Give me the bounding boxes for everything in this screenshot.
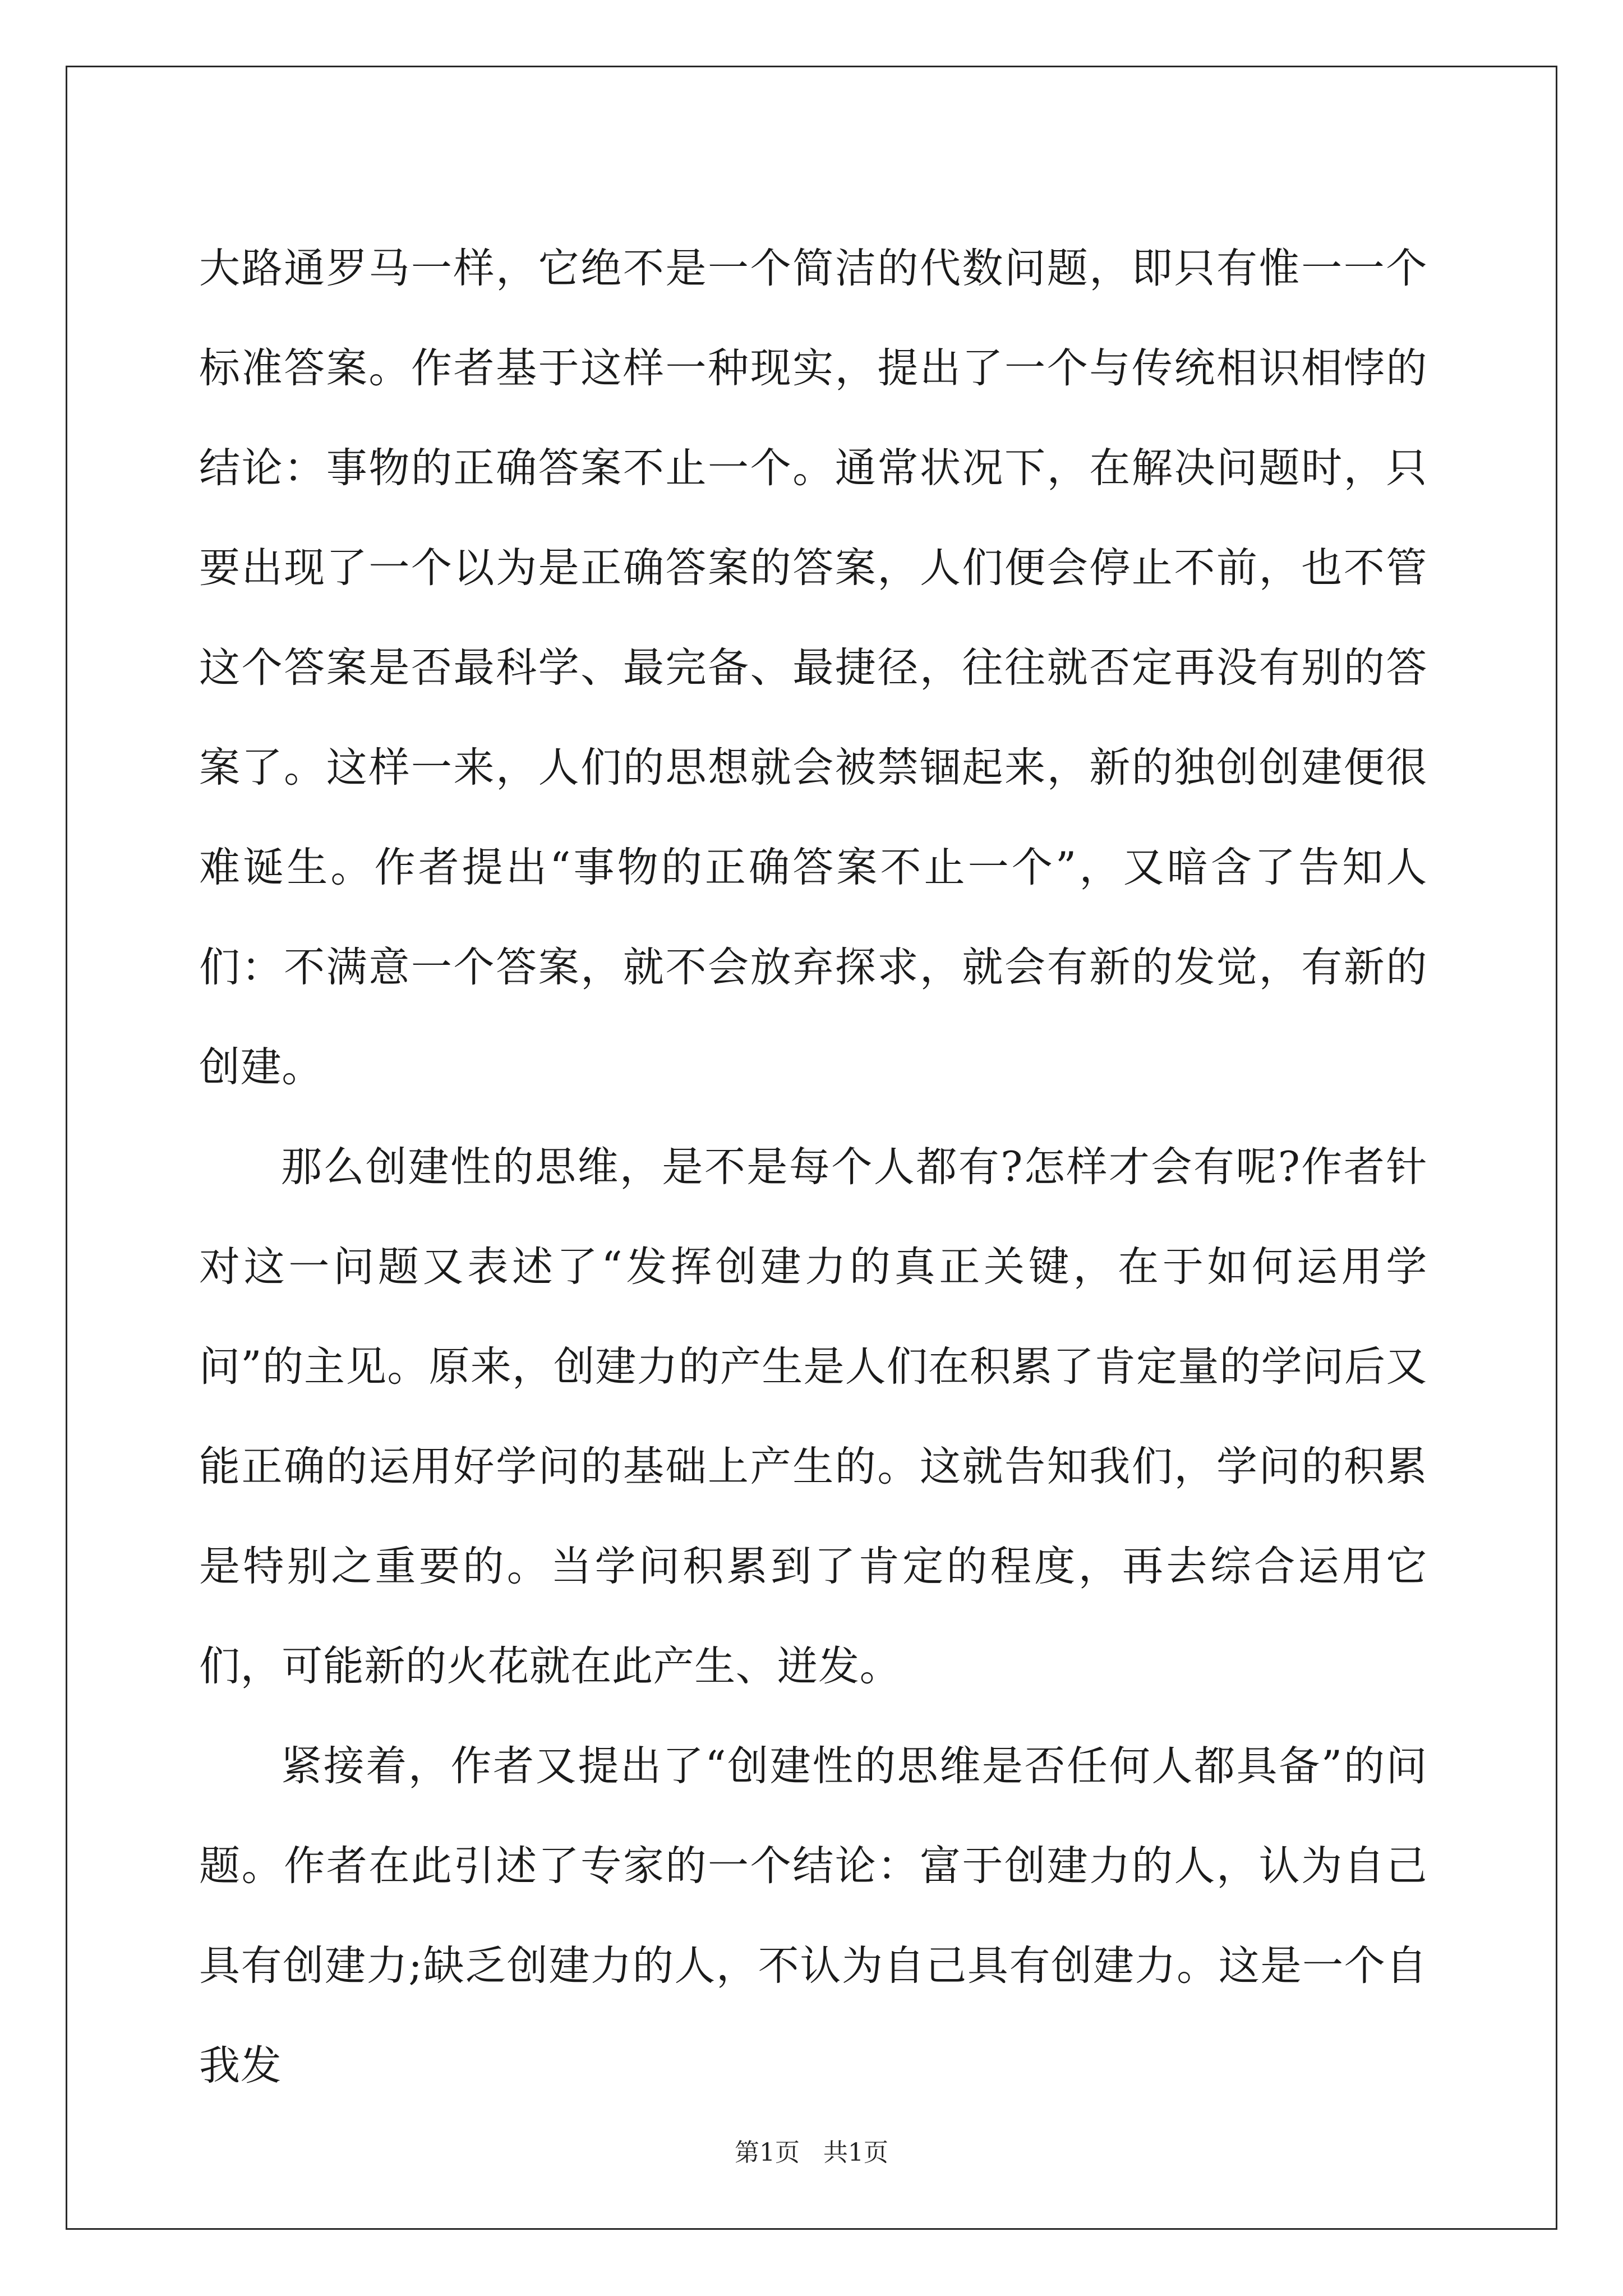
page-number: 第1页 共1页 (735, 2138, 888, 2167)
paragraph-3: 紧接着，作者又提出了“创建性的思维是否任何人都具备”的问题。作者在此引述了专家的一个结论：富于创建力的人，认为自己具有创建力;缺乏创建力的人，不认为自己具有创建力。这是一个自我发 (199, 1742, 1427, 2090)
paragraph-2: 那么创建性的思维，是不是每个人都有?怎样才会有呢?作者针对这一问题又表述了“发挥创建力的真正关键，在于如何运用学问”的主见。原来，创建力的产生是人们在积累了肯定量的学问后又能正确的运用好学问的基础上产生的。这就告知我们，学问的积累是特别之重要的。当学问积累到了肯定的程度，再去综合运用它们，可能新的火花就在此产生、迸发。 (199, 1143, 1427, 1690)
paragraph-1: 大路通罗马一样，它绝不是一个简洁的代数问题，即只有惟一一个标准答案。作者基于这样一种现实，提出了一个与传统相识相悖的结论：事物的正确答案不止一个。通常状况下，在解决问题时，只要出现了一个以为是正确答案的答案，人们便会停止不前，也不管这个答案是否最科学、最完备、最捷径，往往就否定再没有别的答案了。这样一来，人们的思想就会被禁锢起来，新的独创创建便很难诞生。作者提出“事物的正确答案不止一个”，又暗含了告知人们：不满意一个答案，就不会放弃探求，就会有新的发觉，有新的创建。 (199, 245, 1427, 1091)
page-footer (0, 2136, 1623, 2170)
document-body (199, 219, 1427, 2116)
